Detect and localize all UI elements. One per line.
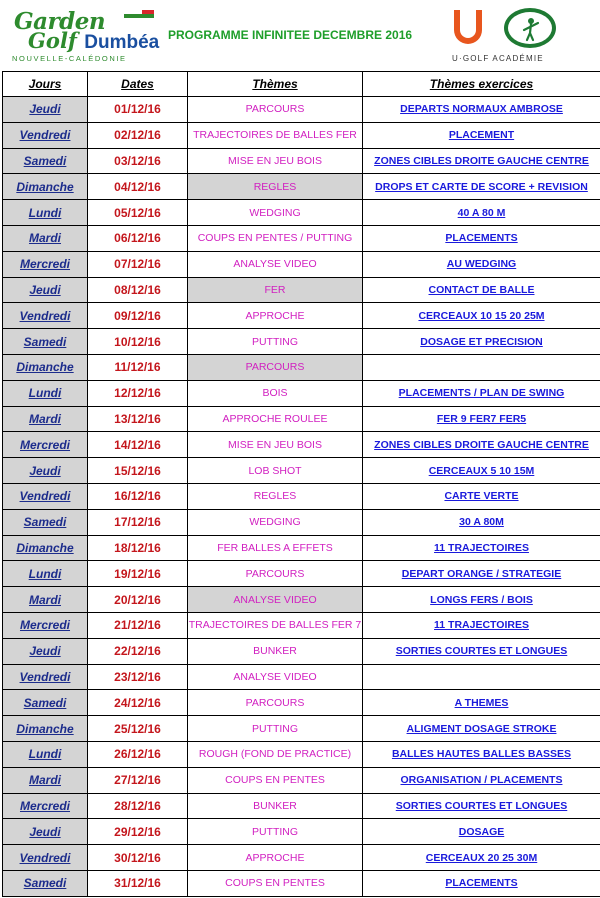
day-cell: Mercredi bbox=[3, 432, 88, 458]
date-cell: 10/12/16 bbox=[88, 329, 188, 355]
exercise-cell: LONGS FERS / BOIS bbox=[363, 587, 600, 613]
exercise-cell: 40 A 80 M bbox=[363, 200, 600, 226]
day-cell: Samedi bbox=[3, 148, 88, 174]
date-cell: 24/12/16 bbox=[88, 690, 188, 716]
date-cell: 16/12/16 bbox=[88, 483, 188, 509]
column-header-dates: Dates bbox=[88, 72, 188, 97]
theme-cell: PUTTING bbox=[188, 716, 363, 742]
exercise-cell: 11 TRAJECTOIRES bbox=[363, 535, 600, 561]
theme-cell: APPROCHE bbox=[188, 303, 363, 329]
day-cell: Samedi bbox=[3, 329, 88, 355]
theme-cell: FER bbox=[188, 277, 363, 303]
table-row bbox=[3, 509, 600, 535]
u-golf-academie-logo bbox=[448, 4, 588, 68]
day-cell: Lundi bbox=[3, 200, 88, 226]
date-cell: 01/12/16 bbox=[88, 97, 188, 123]
exercise-cell: PLACEMENTS bbox=[363, 870, 600, 896]
theme-cell: PUTTING bbox=[188, 329, 363, 355]
schedule-table bbox=[2, 71, 600, 897]
exercise-cell: ZONES CIBLES DROITE GAUCHE CENTRE bbox=[363, 432, 600, 458]
exercise-cell bbox=[363, 664, 600, 690]
table-row bbox=[3, 690, 600, 716]
theme-cell: APPROCHE bbox=[188, 845, 363, 871]
date-cell: 14/12/16 bbox=[88, 432, 188, 458]
table-row bbox=[3, 277, 600, 303]
table-row bbox=[3, 638, 600, 664]
table-row bbox=[3, 251, 600, 277]
theme-cell: MISE EN JEU BOIS bbox=[188, 148, 363, 174]
day-cell: Jeudi bbox=[3, 277, 88, 303]
table-row bbox=[3, 819, 600, 845]
theme-cell: REGLES bbox=[188, 174, 363, 200]
exercise-cell: A THEMES bbox=[363, 690, 600, 716]
exercise-cell: CERCEAUX 20 25 30M bbox=[363, 845, 600, 871]
theme-cell: FER BALLES A EFFETS bbox=[188, 535, 363, 561]
logo-golf-line bbox=[28, 28, 159, 54]
day-cell: Jeudi bbox=[3, 97, 88, 123]
day-cell: Samedi bbox=[3, 509, 88, 535]
u-letter-icon bbox=[454, 10, 482, 44]
table-row bbox=[3, 354, 600, 380]
column-header-themes: Thèmes bbox=[188, 72, 363, 97]
day-cell: Dimanche bbox=[3, 174, 88, 200]
date-cell: 30/12/16 bbox=[88, 845, 188, 871]
day-cell: Mercredi bbox=[3, 793, 88, 819]
exercise-cell: FER 9 FER7 FER5 bbox=[363, 406, 600, 432]
table-header-row bbox=[3, 72, 600, 97]
column-header-jours: Jours bbox=[3, 72, 88, 97]
table-row bbox=[3, 535, 600, 561]
table-row bbox=[3, 716, 600, 742]
day-cell: Mardi bbox=[3, 767, 88, 793]
golfer-icon bbox=[518, 16, 544, 42]
theme-cell: COUPS EN PENTES bbox=[188, 870, 363, 896]
exercise-cell: ZONES CIBLES DROITE GAUCHE CENTRE bbox=[363, 148, 600, 174]
flag-icon bbox=[124, 14, 154, 18]
theme-cell: PARCOURS bbox=[188, 690, 363, 716]
exercise-cell: 11 TRAJECTOIRES bbox=[363, 612, 600, 638]
date-cell: 09/12/16 bbox=[88, 303, 188, 329]
day-cell: Mercredi bbox=[3, 251, 88, 277]
table-row bbox=[3, 148, 600, 174]
date-cell: 08/12/16 bbox=[88, 277, 188, 303]
golfer-ring-icon bbox=[504, 8, 556, 48]
date-cell: 19/12/16 bbox=[88, 561, 188, 587]
theme-cell: REGLES bbox=[188, 483, 363, 509]
exercise-cell: DOSAGE ET PRECISION bbox=[363, 329, 600, 355]
day-cell: Mardi bbox=[3, 406, 88, 432]
table-row bbox=[3, 200, 600, 226]
theme-cell: ANALYSE VIDEO bbox=[188, 251, 363, 277]
day-cell: Samedi bbox=[3, 870, 88, 896]
theme-cell: BUNKER bbox=[188, 793, 363, 819]
date-cell: 11/12/16 bbox=[88, 354, 188, 380]
theme-cell: WEDGING bbox=[188, 509, 363, 535]
date-cell: 31/12/16 bbox=[88, 870, 188, 896]
date-cell: 02/12/16 bbox=[88, 122, 188, 148]
table-row bbox=[3, 225, 600, 251]
date-cell: 06/12/16 bbox=[88, 225, 188, 251]
logo-subtitle: NOUVELLE-CALÉDONIE bbox=[12, 54, 127, 63]
day-cell: Dimanche bbox=[3, 354, 88, 380]
day-cell: Dimanche bbox=[3, 716, 88, 742]
exercise-cell: CERCEAUX 10 15 20 25M bbox=[363, 303, 600, 329]
date-cell: 17/12/16 bbox=[88, 509, 188, 535]
day-cell: Vendredi bbox=[3, 122, 88, 148]
day-cell: Vendredi bbox=[3, 845, 88, 871]
theme-cell: ANALYSE VIDEO bbox=[188, 664, 363, 690]
day-cell: Jeudi bbox=[3, 458, 88, 484]
exercise-cell: AU WEDGING bbox=[363, 251, 600, 277]
table-row bbox=[3, 406, 600, 432]
theme-cell: MISE EN JEU BOIS bbox=[188, 432, 363, 458]
date-cell: 25/12/16 bbox=[88, 716, 188, 742]
table-row bbox=[3, 329, 600, 355]
table-row bbox=[3, 870, 600, 896]
table-row bbox=[3, 612, 600, 638]
table-row bbox=[3, 380, 600, 406]
table-row bbox=[3, 303, 600, 329]
table-row bbox=[3, 97, 600, 123]
exercise-cell: DEPARTS NORMAUX AMBROSE bbox=[363, 97, 600, 123]
date-cell: 13/12/16 bbox=[88, 406, 188, 432]
date-cell: 18/12/16 bbox=[88, 535, 188, 561]
day-cell: Jeudi bbox=[3, 638, 88, 664]
day-cell: Vendredi bbox=[3, 303, 88, 329]
exercise-cell: CONTACT DE BALLE bbox=[363, 277, 600, 303]
header bbox=[0, 0, 600, 70]
theme-cell: APPROCHE ROULEE bbox=[188, 406, 363, 432]
theme-cell: PARCOURS bbox=[188, 97, 363, 123]
logo-dumbea-text: Dumbéa bbox=[84, 32, 160, 53]
garden-golf-dumbea-logo bbox=[6, 6, 161, 68]
table-row bbox=[3, 483, 600, 509]
day-cell: Jeudi bbox=[3, 819, 88, 845]
theme-cell: BUNKER bbox=[188, 638, 363, 664]
exercise-cell: SORTIES COURTES ET LONGUES bbox=[363, 638, 600, 664]
table-row bbox=[3, 664, 600, 690]
date-cell: 04/12/16 bbox=[88, 174, 188, 200]
date-cell: 15/12/16 bbox=[88, 458, 188, 484]
date-cell: 26/12/16 bbox=[88, 741, 188, 767]
date-cell: 20/12/16 bbox=[88, 587, 188, 613]
exercise-cell: CARTE VERTE bbox=[363, 483, 600, 509]
table-row bbox=[3, 845, 600, 871]
exercise-cell: DROPS ET CARTE DE SCORE + REVISION bbox=[363, 174, 600, 200]
exercise-cell: DOSAGE bbox=[363, 819, 600, 845]
theme-cell: BOIS bbox=[188, 380, 363, 406]
logo-golf-text: Golf bbox=[28, 28, 77, 53]
date-cell: 22/12/16 bbox=[88, 638, 188, 664]
theme-cell: TRAJECTOIRES DE BALLES FER bbox=[188, 122, 363, 148]
exercise-cell: PLACEMENT bbox=[363, 122, 600, 148]
table-row bbox=[3, 458, 600, 484]
theme-cell: PARCOURS bbox=[188, 354, 363, 380]
table-row bbox=[3, 741, 600, 767]
table-row bbox=[3, 587, 600, 613]
date-cell: 03/12/16 bbox=[88, 148, 188, 174]
exercise-cell: PLACEMENTS bbox=[363, 225, 600, 251]
theme-cell: LOB SHOT bbox=[188, 458, 363, 484]
page-title: PROGRAMME INFINITEE DECEMBRE 2016 bbox=[168, 28, 413, 42]
exercise-cell: CERCEAUX 5 10 15M bbox=[363, 458, 600, 484]
day-cell: Lundi bbox=[3, 741, 88, 767]
logo-right-text: U·GOLF ACADÉMIE bbox=[452, 54, 544, 63]
exercise-cell: 30 A 80M bbox=[363, 509, 600, 535]
theme-cell: PUTTING bbox=[188, 819, 363, 845]
day-cell: Vendredi bbox=[3, 664, 88, 690]
day-cell: Mardi bbox=[3, 587, 88, 613]
exercise-cell: BALLES HAUTES BALLES BASSES bbox=[363, 741, 600, 767]
table-row bbox=[3, 561, 600, 587]
exercise-cell: ORGANISATION / PLACEMENTS bbox=[363, 767, 600, 793]
date-cell: 27/12/16 bbox=[88, 767, 188, 793]
date-cell: 23/12/16 bbox=[88, 664, 188, 690]
theme-cell: ANALYSE VIDEO bbox=[188, 587, 363, 613]
exercise-cell: PLACEMENTS / PLAN DE SWING bbox=[363, 380, 600, 406]
exercise-cell: SORTIES COURTES ET LONGUES bbox=[363, 793, 600, 819]
day-cell: Vendredi bbox=[3, 483, 88, 509]
theme-cell: COUPS EN PENTES bbox=[188, 767, 363, 793]
table-row bbox=[3, 793, 600, 819]
theme-cell: TRAJECTOIRES DE BALLES FER 7 bbox=[188, 612, 363, 638]
exercise-cell bbox=[363, 354, 600, 380]
day-cell: Samedi bbox=[3, 690, 88, 716]
theme-cell: WEDGING bbox=[188, 200, 363, 226]
table-row bbox=[3, 122, 600, 148]
day-cell: Lundi bbox=[3, 561, 88, 587]
column-header-exercices: Thèmes exercices bbox=[363, 72, 600, 97]
date-cell: 28/12/16 bbox=[88, 793, 188, 819]
day-cell: Mardi bbox=[3, 225, 88, 251]
date-cell: 12/12/16 bbox=[88, 380, 188, 406]
date-cell: 29/12/16 bbox=[88, 819, 188, 845]
theme-cell: ROUGH (FOND DE PRACTICE) bbox=[188, 741, 363, 767]
day-cell: Lundi bbox=[3, 380, 88, 406]
logo-garden-text: Garden bbox=[14, 8, 106, 35]
exercise-cell: ALIGMENT DOSAGE STROKE bbox=[363, 716, 600, 742]
theme-cell: COUPS EN PENTES / PUTTING bbox=[188, 225, 363, 251]
table-row bbox=[3, 432, 600, 458]
date-cell: 05/12/16 bbox=[88, 200, 188, 226]
theme-cell: PARCOURS bbox=[188, 561, 363, 587]
exercise-cell: DEPART ORANGE / STRATEGIE bbox=[363, 561, 600, 587]
day-cell: Mercredi bbox=[3, 612, 88, 638]
table-row bbox=[3, 767, 600, 793]
table-row bbox=[3, 174, 600, 200]
date-cell: 07/12/16 bbox=[88, 251, 188, 277]
day-cell: Dimanche bbox=[3, 535, 88, 561]
date-cell: 21/12/16 bbox=[88, 612, 188, 638]
